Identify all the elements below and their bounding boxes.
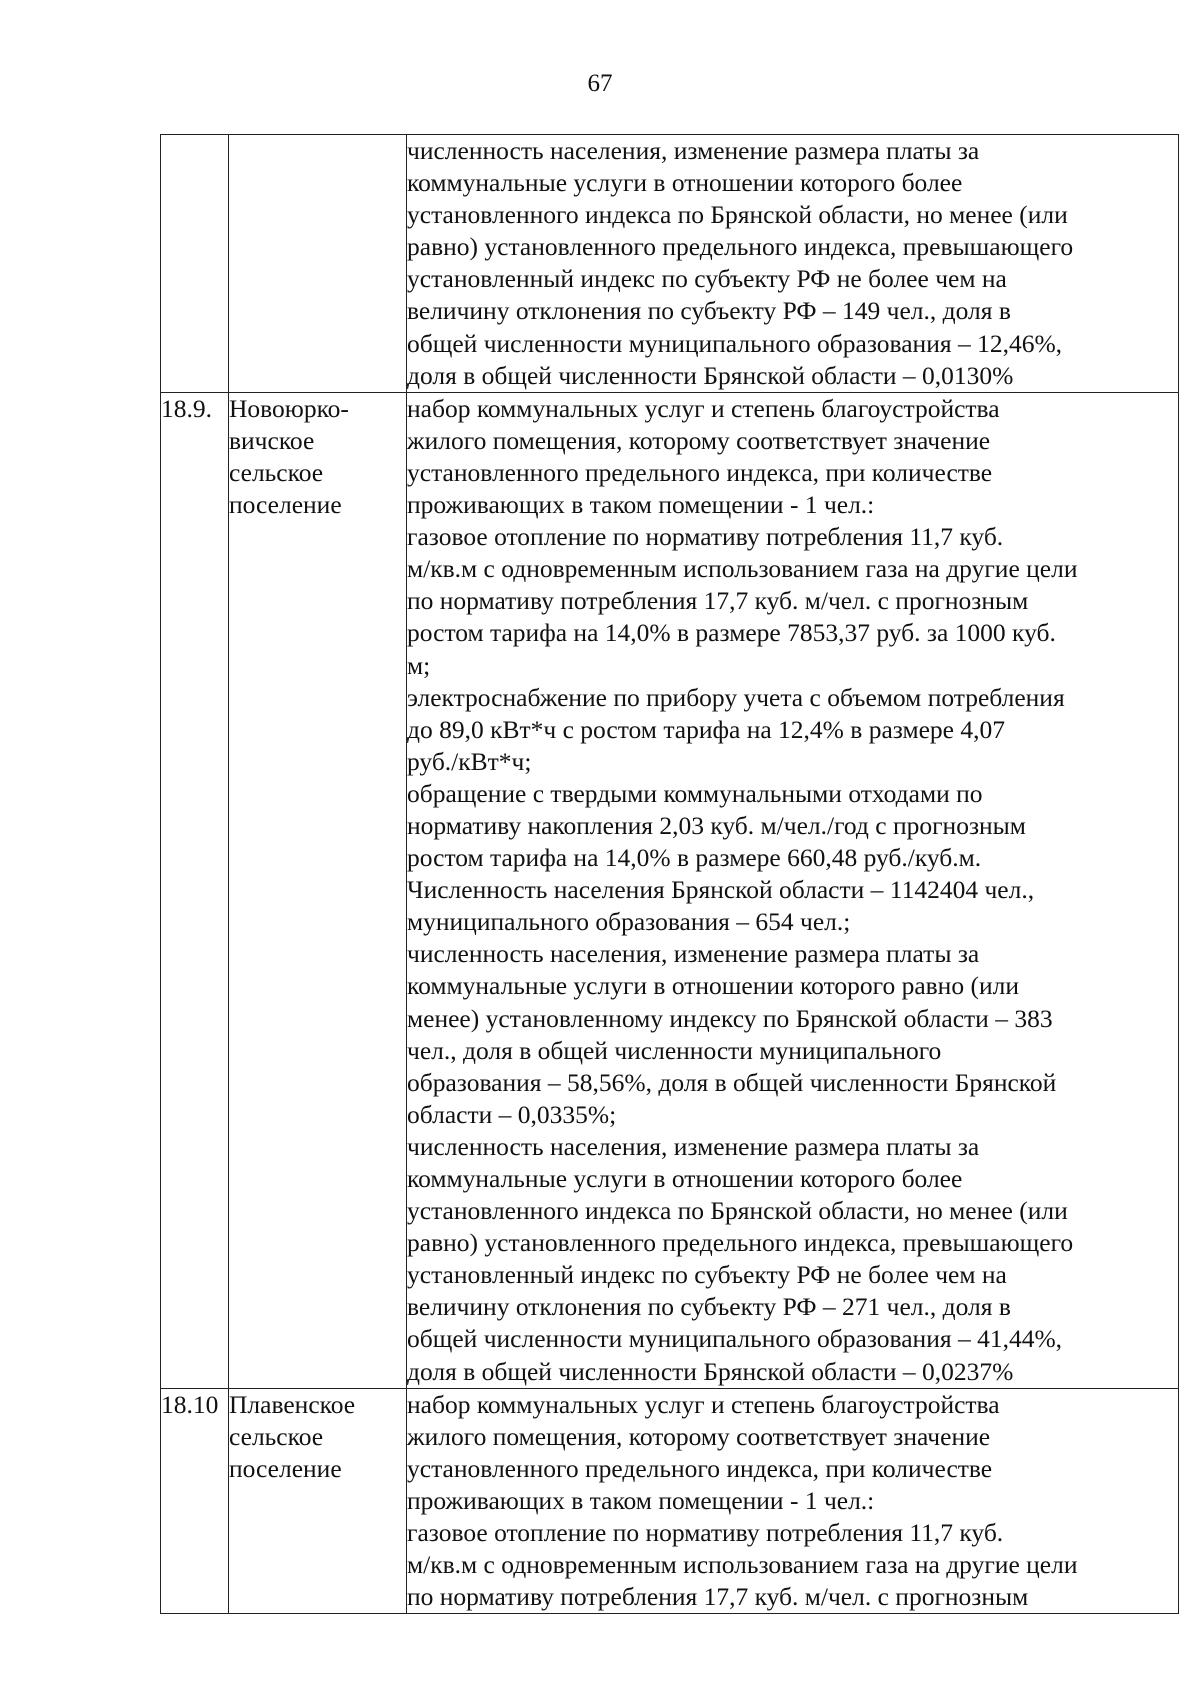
description-line: равно) установленного предельного индекса, превышающего [407, 232, 1074, 262]
description-line: до 89,0 кВт*ч с ростом тарифа на 12,4% в размере 4,07 [407, 714, 1006, 744]
municipality-name-line: поселение [229, 1453, 342, 1483]
description-line: установленный индекс по субъекту РФ не более чем на [407, 1260, 1007, 1290]
row-number: 18.10 [161, 1388, 229, 1614]
description-line: величину отклонения по субъекту РФ – 271 чел., доля в [407, 1292, 1011, 1322]
description-line: численность населения, изменение размера платы за [407, 136, 980, 165]
description-line: коммунальные услуги в отношении которого более [407, 1164, 963, 1193]
description-line: по нормативу потребления 17,7 куб. м/чел. с прогнозным [407, 586, 1029, 616]
description-line: установленного индекса по Брянской области, но менее (или [407, 200, 1068, 230]
description-line: м/кв.м с одновременным использованием газа на другие цели [407, 554, 1078, 584]
description-line: чел., доля в общей численности муниципального [407, 1035, 942, 1065]
description-line: газовое отопление по нормативу потребления 11,7 куб. [407, 1518, 1004, 1548]
description-line: установленного предельного индекса, при количестве [407, 1453, 993, 1483]
description-line: менее) установленному индексу по Брянской области – 383 [407, 1003, 1053, 1033]
description-line: нормативу накопления 2,03 куб. м/чел./год с прогнозным [407, 810, 1026, 840]
municipality-name-line: сельское [229, 1421, 324, 1451]
description-line: руб./кВт*ч; [407, 746, 532, 776]
description-cell [407, 392, 1179, 1388]
description-line: Численность населения Брянской области – 1142404 чел., [407, 875, 1035, 905]
municipality-name-line: вичское [229, 425, 315, 455]
description-line: м; [407, 650, 431, 680]
description-line: численность населения, изменение размера платы за [407, 1131, 980, 1161]
description-line: электроснабжение по прибору учета с объемом потребления [407, 682, 1065, 712]
description-line: обращение с твердыми коммунальными отходами по [407, 778, 983, 808]
municipality-name-line: поселение [229, 490, 342, 520]
description-line: равно) установленного предельного индекса, превышающего [407, 1228, 1074, 1258]
description-line: установленный индекс по субъекту РФ не более чем на [407, 264, 1007, 294]
description-line: проживающих в таком помещении - 1 чел.: [407, 1485, 875, 1515]
description-line: коммунальные услуги в отношении которого равно (или [407, 971, 1019, 1001]
description-line: величину отклонения по субъекту РФ – 149 чел., доля в [407, 296, 1011, 326]
description-cell [407, 135, 1179, 393]
description-line: жилого помещения, которому соответствует значение [407, 1421, 991, 1451]
description-line: доля в общей численности Брянской области – 0,0130% [407, 360, 1014, 390]
description-line: по нормативу потребления 17,7 куб. м/чел. с прогнозным [407, 1582, 1029, 1612]
description-line: установленного индекса по Брянской области, но менее (или [407, 1196, 1068, 1226]
description-line: доля в общей численности Брянской области – 0,0237% [407, 1356, 1014, 1386]
description-line: жилого помещения, которому соответствует значение [407, 425, 991, 455]
indices-table [160, 134, 1179, 1614]
description-line: набор коммунальных услуг и степень благоустройства [407, 1389, 1000, 1419]
description-line: области – 0,0335%; [407, 1099, 617, 1129]
table-row [161, 1388, 1179, 1614]
row-number: 18.9. [161, 392, 229, 1388]
municipality-name [229, 1388, 407, 1614]
description-cell [407, 1388, 1179, 1614]
row-number [161, 135, 229, 393]
municipality-name-line: сельское [229, 457, 324, 487]
description-line: установленного предельного индекса, при количестве [407, 457, 993, 487]
description-line: коммунальные услуги в отношении которого более [407, 168, 963, 198]
description-line: численность населения, изменение размера платы за [407, 939, 980, 969]
description-line: газовое отопление по нормативу потребления 11,7 куб. [407, 522, 1004, 552]
description-line: муниципального образования – 654 чел.; [407, 907, 851, 937]
table-row [161, 135, 1179, 393]
description-line: проживающих в таком помещении - 1 чел.: [407, 490, 875, 520]
municipality-name-line: Новоюрко- [229, 393, 349, 423]
description-line: общей численности муниципального образования – 12,46%, [407, 328, 1063, 358]
municipality-name-line: Плавенское [229, 1389, 356, 1419]
table-row [161, 392, 1179, 1388]
description-line: образования – 58,56%, доля в общей численности Брянской [407, 1067, 1057, 1097]
municipality-name [229, 392, 407, 1388]
municipality-name [229, 135, 407, 393]
description-line: ростом тарифа на 14,0% в размере 660,48 руб./куб.м. [407, 843, 982, 873]
description-line: м/кв.м с одновременным использованием газа на другие цели [407, 1550, 1078, 1580]
description-line: набор коммунальных услуг и степень благоустройства [407, 393, 1000, 423]
page-number: 67 [587, 70, 613, 97]
description-line: ростом тарифа на 14,0% в размере 7853,37 руб. за 1000 куб. [407, 618, 1056, 648]
description-line: общей численности муниципального образования – 41,44%, [407, 1324, 1063, 1354]
